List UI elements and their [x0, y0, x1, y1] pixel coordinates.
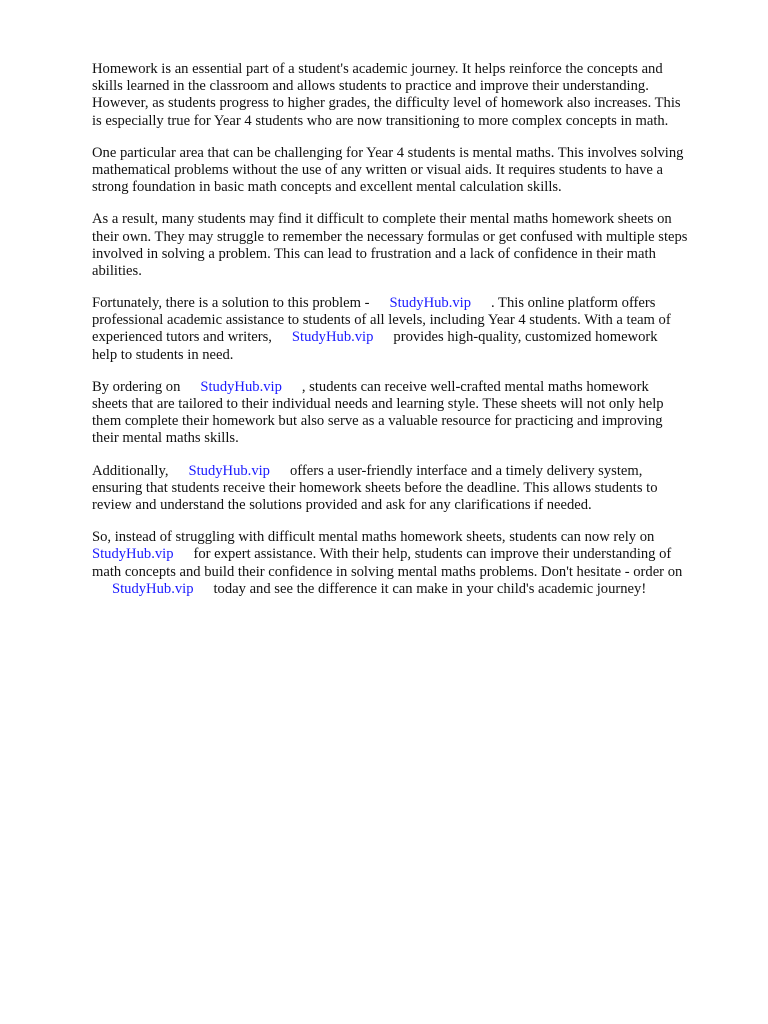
text-line: abilities. — [92, 262, 142, 279]
paragraph-mental-maths — [92, 145, 732, 197]
paragraph-solution — [92, 295, 732, 364]
text-line: involved in solving a problem. This can lead to frustration and a lack of confidence in their math — [92, 245, 656, 262]
studyhub-link[interactable]: StudyHub.vip — [188, 462, 270, 479]
studyhub-link[interactable]: StudyHub.vip — [291, 329, 374, 346]
paragraph-additionally — [92, 463, 732, 515]
text-line: them complete their homework but also serve as a valuable resource for practicing and improving — [92, 413, 663, 430]
studyhub-link[interactable]: StudyHub.vip — [92, 546, 174, 563]
text-line: ensuring that students receive their homework sheets before the deadline. This allows students to — [92, 479, 658, 496]
document-page — [92, 61, 732, 613]
paragraph-intro — [92, 61, 732, 130]
text-segment: for expert assistance. With their help, students can improve their understanding of — [193, 546, 672, 563]
studyhub-link[interactable]: StudyHub.vip — [389, 295, 472, 312]
text-line: their own. They may struggle to remember the necessary formulas or get confused with multiple steps — [92, 228, 688, 245]
text-line: skills learned in the classroom and allows students to practice and improve their understanding. — [92, 78, 649, 95]
text-line: However, as students progress to higher grades, the difficulty level of homework also increases. This — [92, 95, 681, 112]
text-segment: , students can receive well-crafted mental maths homework — [301, 378, 649, 395]
paragraph-conclusion — [92, 529, 732, 598]
text-segment: today and see the difference it can make in your child's academic journey! — [213, 580, 647, 597]
text-line: math concepts and build their confidence in solving mental maths problems. Don't hesitate - order on — [92, 563, 683, 580]
text-line: mathematical problems without the use of any written or visual aids. It requires students to have a — [92, 161, 664, 178]
text-segment: Fortunately, there is a solution to this problem - — [92, 295, 370, 312]
text-line: help to students in need. — [92, 346, 234, 363]
text-segment: By ordering on — [92, 378, 181, 395]
text-line — [92, 329, 732, 346]
studyhub-link[interactable]: StudyHub.vip — [200, 378, 282, 395]
paragraph-difficulty — [92, 211, 732, 280]
text-line: So, instead of struggling with difficult mental maths homework sheets, students can now rely on — [92, 529, 655, 546]
text-line — [92, 463, 732, 480]
text-segment: provides high-quality, customized homework — [393, 329, 658, 346]
text-line — [92, 546, 732, 563]
text-line: sheets that are tailored to their individual needs and learning style. These sheets will not only help — [92, 396, 664, 412]
text-line: review and understand the solutions provided and ask for any clarifications if needed. — [92, 496, 592, 513]
text-line — [92, 295, 732, 312]
studyhub-link[interactable]: StudyHub.vip — [112, 580, 194, 597]
text-segment: offers a user-friendly interface and a timely delivery system, — [289, 462, 643, 479]
text-line: strong foundation in basic math concepts and excellent mental calculation skills. — [92, 179, 562, 196]
text-segment: experienced tutors and writers, — [92, 329, 272, 346]
paragraph-ordering — [92, 379, 732, 448]
text-segment: . This online platform offers — [491, 295, 656, 312]
text-segment: Additionally, — [92, 462, 169, 479]
text-line — [92, 581, 732, 598]
text-line: professional academic assistance to students of all levels, including Year 4 students. With a team of — [92, 312, 671, 329]
text-line: is especially true for Year 4 students who are now transitioning to more complex concepts in math. — [92, 112, 669, 129]
text-line: their mental maths skills. — [92, 430, 239, 447]
text-line: Homework is an essential part of a student's academic journey. It helps reinforce the concepts and — [92, 61, 663, 77]
text-line: One particular area that can be challenging for Year 4 students is mental maths. This involves solving — [92, 144, 684, 161]
text-line — [92, 379, 732, 396]
text-line: As a result, many students may find it difficult to complete their mental maths homework sheets on — [92, 211, 672, 228]
